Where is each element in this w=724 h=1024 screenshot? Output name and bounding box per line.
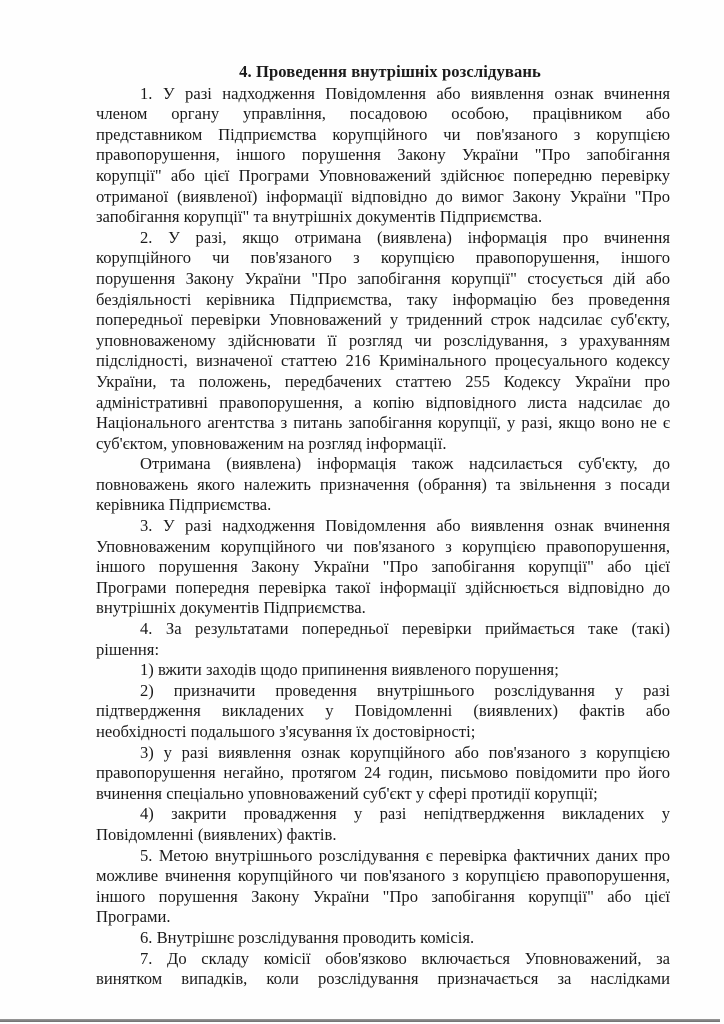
paragraph-p7	[96, 949, 670, 990]
text-line: керівника Підприємства.	[96, 495, 272, 515]
text-line: Уповноваженим корупційного чи пов'язаного з корупцією правопорушення,	[96, 536, 670, 556]
text-line: Програми.	[96, 907, 171, 927]
page-bottom-edge	[0, 1019, 720, 1022]
text-line: іншого порушення Закону України "Про запобігання корупції" або цієї	[96, 886, 670, 906]
paragraph-list	[96, 84, 670, 990]
text-line: підтвердження викладених у Повідомленні (виявлених) фактів або	[96, 701, 670, 721]
text-line: запобігання корупції" та внутрішніх документів Підприємства.	[96, 207, 543, 227]
paragraph-p4-4	[96, 804, 670, 845]
text-line: внутрішніх документів Підприємства.	[96, 598, 366, 618]
text-line: 4) закрити провадження у разі непідтвердження викладених у	[140, 804, 670, 824]
text-line: винятком випадків, коли розслідування призначається за наслідками	[96, 969, 670, 989]
section-title: 4. Проведення внутрішніх розслідувань	[239, 62, 541, 81]
text-line: попередньої перевірки Уповноважений у триденний строк надсилає суб'єкту,	[96, 310, 670, 330]
text-line: 7. До складу комісії обов'язково включається Уповноважений, за	[140, 948, 670, 968]
text-line: 5. Метою внутрішнього розслідування є перевірка фактичних даних про	[140, 845, 670, 865]
document-body	[96, 62, 670, 990]
text-line: України, та положень, передбачених статтею 255 Кодексу України про	[96, 371, 670, 391]
text-line: Отримана (виявлена) інформація також надсилається суб'єкту, до	[140, 454, 670, 474]
paragraph-p2b	[96, 454, 670, 516]
text-line: корупційного чи пов'язаного з корупцією правопорушення, іншого	[96, 248, 670, 268]
text-line: уповноваженому здійснювати її розгляд чи розслідування, з урахуванням	[96, 330, 670, 350]
text-line: 2. У разі, якщо отримана (виявлена) інформація про вчинення	[140, 227, 670, 247]
paragraph-p4-1	[96, 660, 670, 681]
text-line: рішення:	[96, 639, 160, 659]
text-line: Національного агентства з питань запобігання корупції, у разі, якщо воно не є	[96, 413, 670, 433]
text-line: правопорушення, іншого порушення Закону України "Про запобігання	[96, 145, 670, 165]
text-line: суб'єктом, уповноваженим на розгляд інформації.	[96, 433, 447, 453]
text-line: 2) призначити проведення внутрішнього розслідування у разі	[140, 680, 670, 700]
text-line: представником Підприємства корупційного чи пов'язаного з корупцією	[96, 124, 670, 144]
paragraph-p1	[96, 84, 670, 228]
paragraph-p4	[96, 619, 670, 660]
paragraph-p3	[96, 516, 670, 619]
text-line: корупції" або цієї Програми Уповноважений здійснює попередню перевірку	[96, 165, 670, 185]
text-line: Повідомленні (виявлених) фактів.	[96, 824, 337, 844]
text-line: підслідності, визначеної статтею 216 Кримінального процесуального кодексу	[96, 351, 670, 371]
text-line: повноважень якого належить призначення (обрання) та звільнення з посади	[96, 474, 670, 494]
text-line: необхідності подальшого з'ясування їх достовірності;	[96, 722, 476, 741]
paragraph-p2	[96, 228, 670, 455]
text-line: правопорушення негайно, протягом 24 годин, письмово повідомити про його	[96, 763, 670, 783]
text-line: вчинення спеціально уповноважений суб'єкт у сфері протидії корупції;	[96, 783, 598, 803]
text-line: порушення Закону України "Про запобігання корупції" стосується дій або	[96, 268, 670, 288]
paragraph-p4-3	[96, 743, 670, 805]
text-line: 3. У разі надходження Повідомлення або виявлення ознак вчинення	[140, 516, 670, 536]
text-line: іншого порушення Закону України "Про запобігання корупції" або цієї	[96, 557, 670, 577]
text-line: 4. За результатами попередньої перевірки приймається таке (такі)	[140, 619, 670, 639]
text-line: адміністративні правопорушення, а копію відповідного листа надсилає до	[96, 392, 670, 412]
paragraph-p5	[96, 846, 670, 928]
text-line: отриманої (виявленої) інформації відповідно до вимог Закону України "Про	[96, 186, 670, 206]
text-line: 1. У разі надходження Повідомлення або виявлення ознак вчинення	[140, 83, 670, 103]
text-line: 1) вжити заходів щодо припинення виявленого порушення;	[140, 660, 559, 680]
paragraph-p4-2	[96, 681, 670, 743]
text-line: Програми попередня перевірка такої інформації здійснюється відповідно до	[96, 577, 670, 597]
text-line: 6. Внутрішнє розслідування проводить комісія.	[140, 927, 475, 947]
text-line: 3) у разі виявлення ознак корупційного або пов'язаного з корупцією	[140, 742, 670, 762]
text-line: можливе вчинення корупційного чи пов'язаного з корупцією правопорушення,	[96, 866, 670, 886]
paragraph-p6	[96, 928, 670, 949]
text-line: бездіяльності керівника Підприємства, таку інформацію без проведення	[96, 289, 670, 309]
text-line: членом органу управління, посадовою особою, працівником або	[96, 104, 670, 124]
